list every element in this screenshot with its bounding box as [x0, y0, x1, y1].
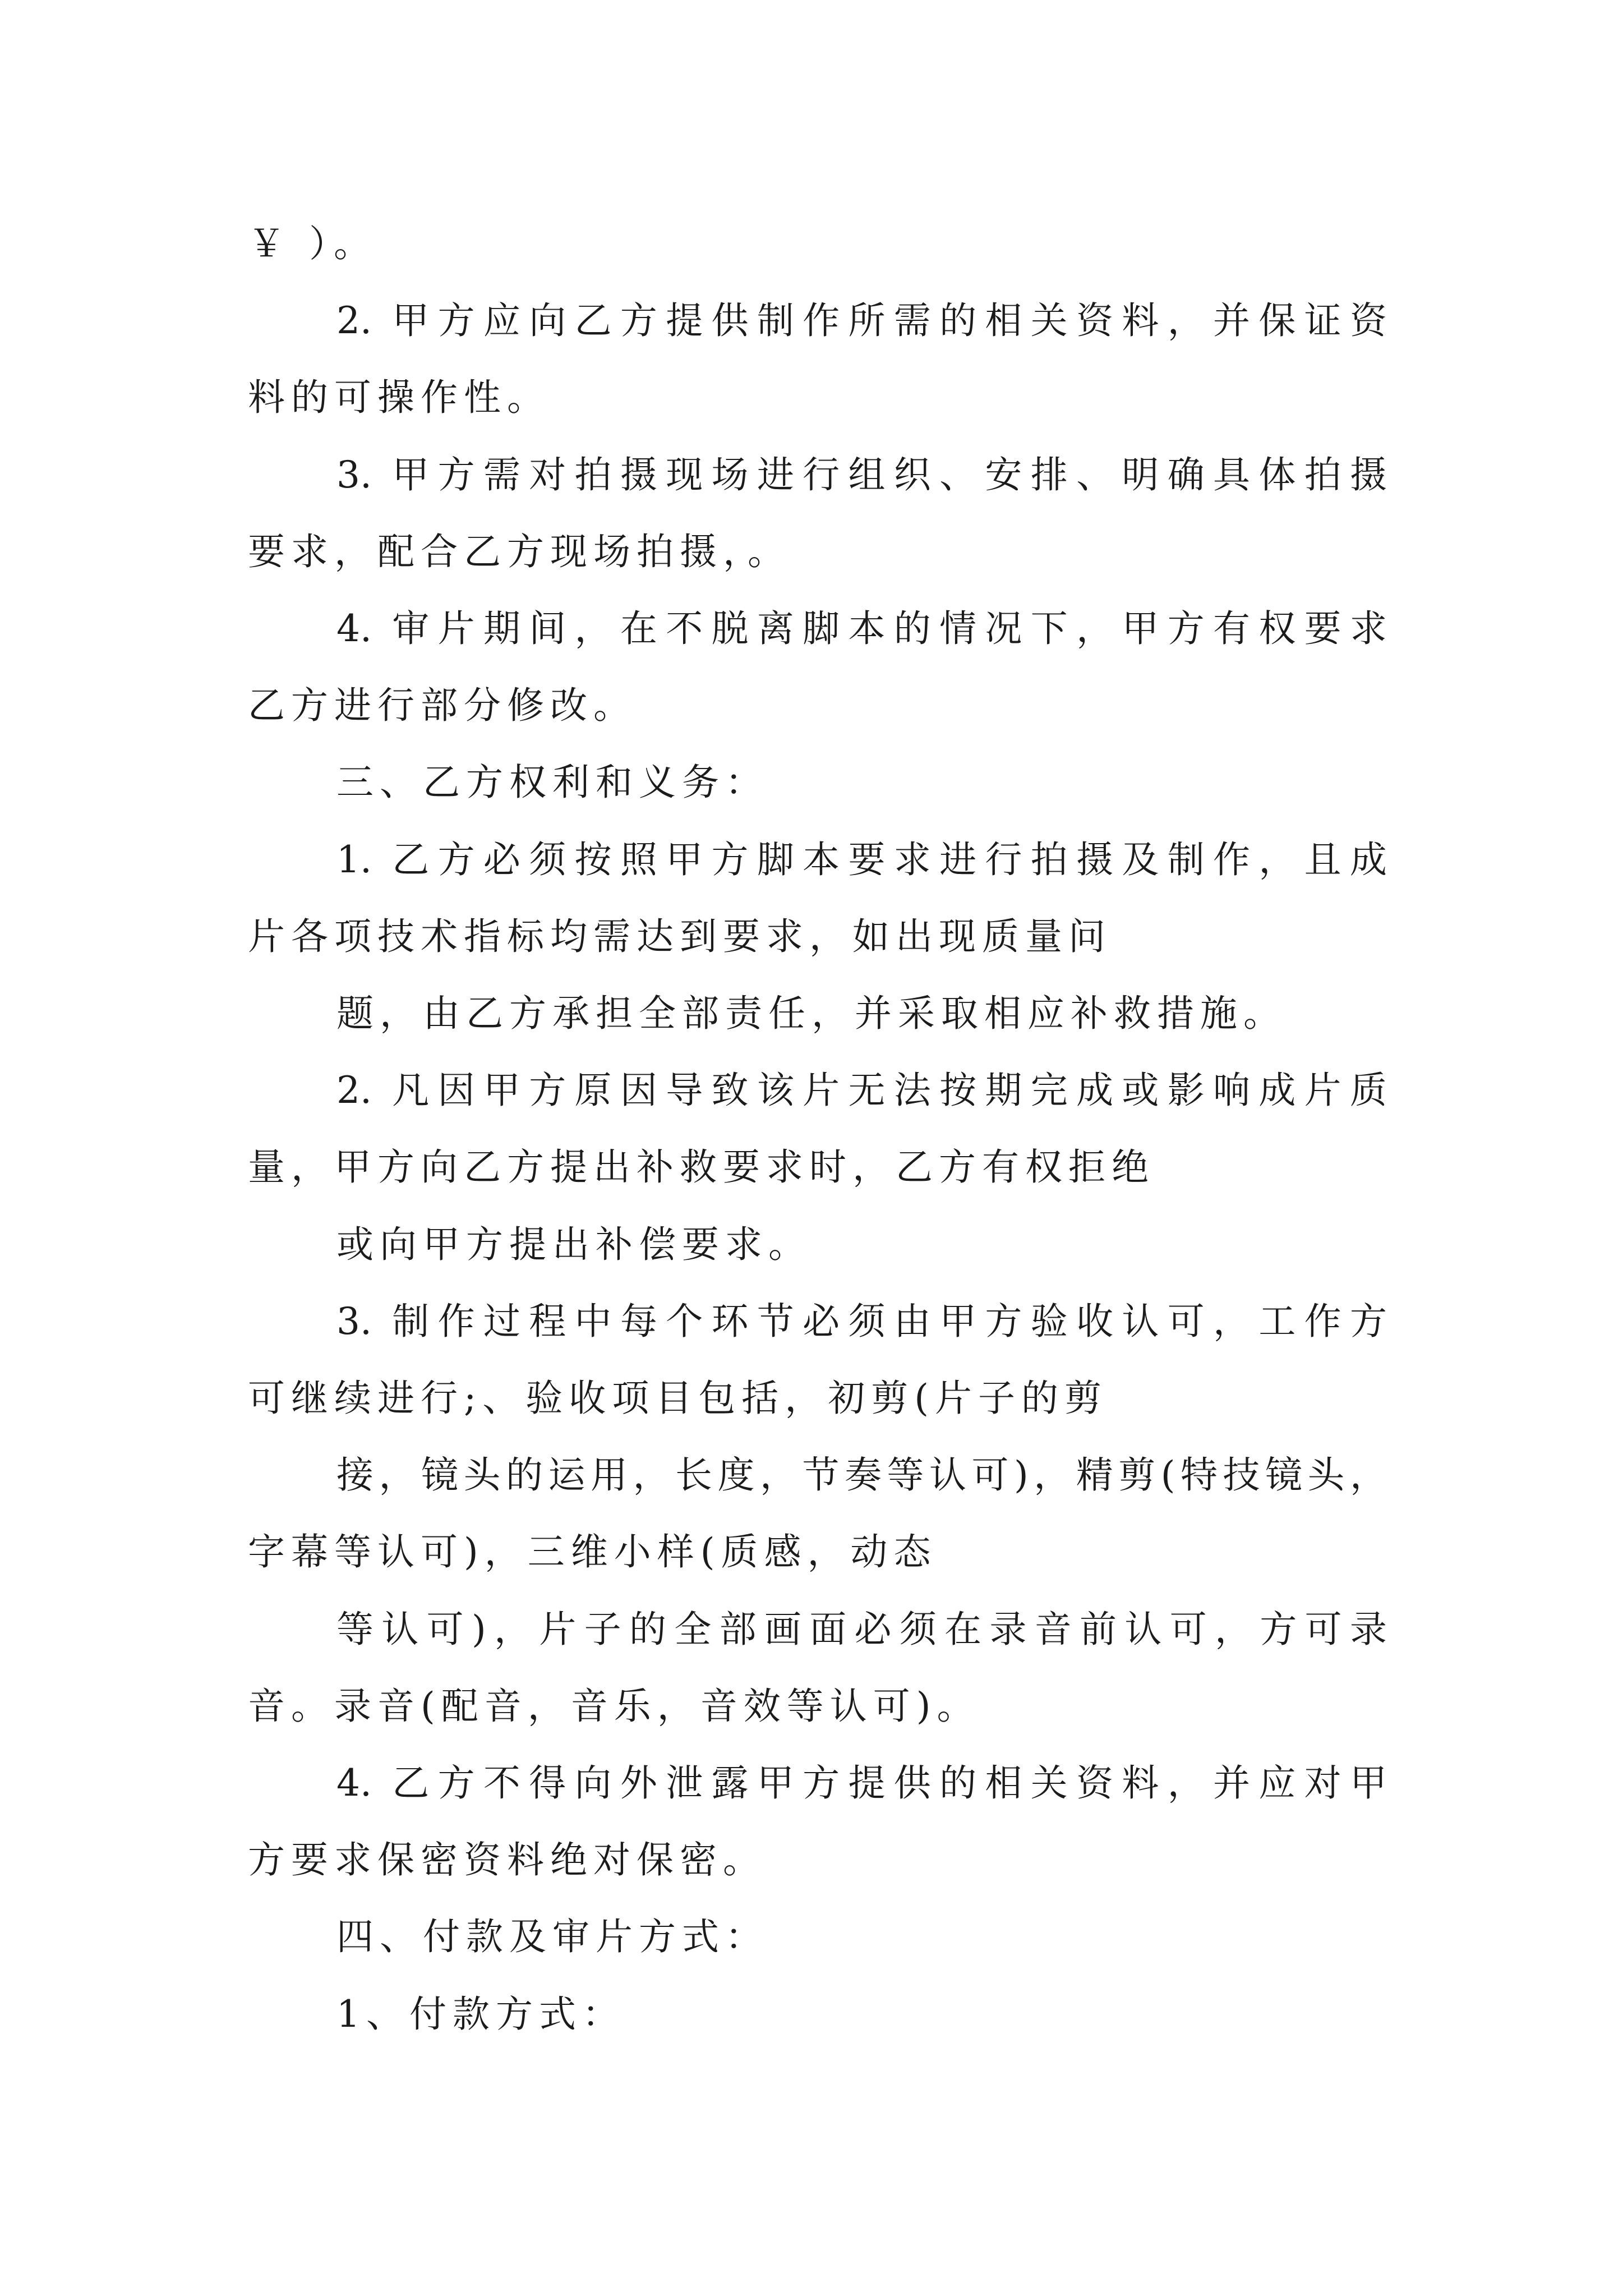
paragraph-line: 接，镜头的运用，长度，节奏等认可)，精剪(特技镜头，: [336, 1453, 1387, 1497]
paragraph-line: 2. 凡因甲方原因导致该片无法按期完成或影响成片质: [336, 1069, 1387, 1112]
paragraph-line: 乙方进行部分修改。: [248, 684, 637, 727]
paragraph-line: 题，由乙方承担全部责任，并采取相应补救措施。: [336, 992, 1287, 1035]
section-heading-text: 三、乙方权利和义务：: [336, 761, 768, 804]
paragraph-line: 2. 甲方应向乙方提供制作所需的相关资料，并保证资: [336, 299, 1387, 342]
paragraph-line: 可继续进行;、验收项目包括，初剪(片子的剪: [248, 1377, 1108, 1420]
paragraph-line: 要求，配合乙方现场拍摄，。: [248, 530, 791, 573]
paragraph-line: 片各项技术指标均需达到要求，如出现质量问: [248, 915, 1112, 958]
paragraph-line: 3. 甲方需对拍摄现场进行组织、安排、明确具体拍摄: [336, 453, 1387, 496]
paragraph-line: 等认可)，片子的全部画面必须在录音前认可，方可录: [336, 1608, 1387, 1651]
paragraph-line: 方要求保密资料绝对保密。: [248, 1838, 766, 1881]
paragraph-line: 3. 制作过程中每个环节必须由甲方验收认可，工作方: [336, 1300, 1387, 1343]
paragraph-line: 或向甲方提出补偿要求。: [336, 1223, 811, 1266]
paragraph-line: 4. 审片期间，在不脱离脚本的情况下，甲方有权要求: [336, 607, 1387, 650]
paragraph-line: 4. 乙方不得向外泄露甲方提供的相关资料，并应对甲: [336, 1761, 1387, 1805]
paragraph-line: ￥ ）。: [248, 222, 377, 265]
paragraph-line: 字幕等认可)，三维小样(质感，动态: [248, 1530, 937, 1573]
paragraph-line: 料的可操作性。: [248, 376, 550, 419]
paragraph-line: 1. 乙方必须按照甲方脚本要求进行拍摄及制作，且成: [336, 838, 1387, 881]
subsection-heading-text: 1、付款方式：: [336, 1993, 625, 2036]
paragraph-line: 音。录音(配音，音乐，音效等认可)。: [248, 1685, 980, 1728]
paragraph-line: 量，甲方向乙方提出补救要求时，乙方有权拒绝: [248, 1145, 1155, 1189]
section-heading-text: 四、付款及审片方式：: [336, 1915, 768, 1958]
